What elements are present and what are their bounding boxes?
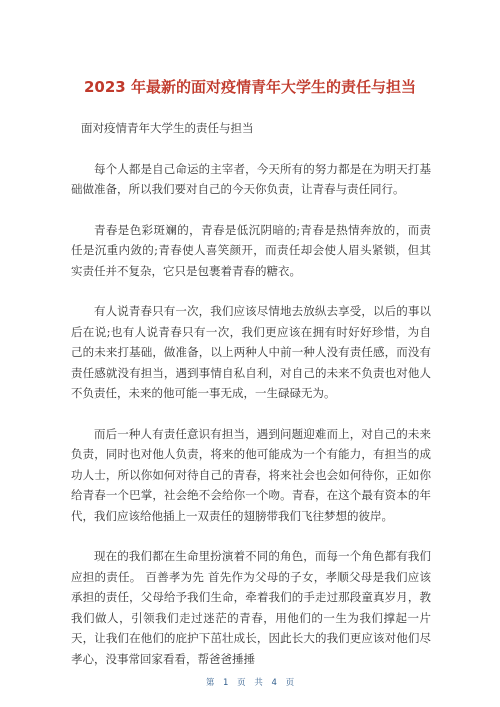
- page-number-footer: 第 1 页 共 4 页: [205, 678, 295, 688]
- document-body: [71, 118, 431, 689]
- paragraph-5: 现在的我们都在生命里扮演着不同的角色，而每一个角色都有我们应担的责任。 百善孝为先 首先作为父母的子女，孝顺父母是我们应该承担的责任，父母给予我们生命，牵着我们的手走过那段童真岁月，教我们做人，引领我们走过迷茫的青春，用他们的一生为我们撑起一片天，让我们在他们的庇护下茁壮成长，因此长大的我们更应该对他们尽孝心，没事常回家看看，帮爸爸捶捶: [71, 549, 431, 666]
- paragraph-4: 而后一种人有责任意识有担当，遇到问题迎难而上，对自己的未来负责，同时也对他人负责，将来的他可能成为一个有能力，有担当的成功人士，所以你如何对待自己的青春，将来社会也会如何待你，正如你给青春一个巴掌，社会绝不会给你一个吻。青春，在这个最有资本的年代，我们应该给他插上一双责任的翅膀带我们飞往梦想的彼岸。: [71, 426, 431, 523]
- paragraph-1: 每个人都是自己命运的主宰者，今天所有的努力都是在为明天打基础做准备，所以我们要对自己的今天你负责，让青春与责任同行。: [71, 161, 431, 196]
- document-title: 2023 年最新的面对疫情青年大学生的责任与担当: [84, 78, 416, 96]
- paragraph-3: 有人说青春只有一次，我们应该尽情地去放纵去享受，以后的事以后在说;也有人说青春只有一次，我们更应该在拥有时好好珍惜，为自己的未来打基础，做准备，以上两种人中前一种人没有责任感，而没有责任感就没有担当，遇到事情自私自利，对自己的未来不负责也对他人不负责任，未来的他可能一事无成，一生碌碌无为。: [71, 304, 431, 400]
- paragraph-2: 青春是色彩斑斓的，青春是低沉阴暗的;青春是热情奔放的，而责任是沉重内敛的;青春使人喜笑颜开，而责任却会使人眉头紧锁，但其实责任并不复杂，它只是包裹着青春的糖衣。: [71, 222, 431, 278]
- document-subtitle: 面对疫情青年大学生的责任与担当: [81, 121, 254, 135]
